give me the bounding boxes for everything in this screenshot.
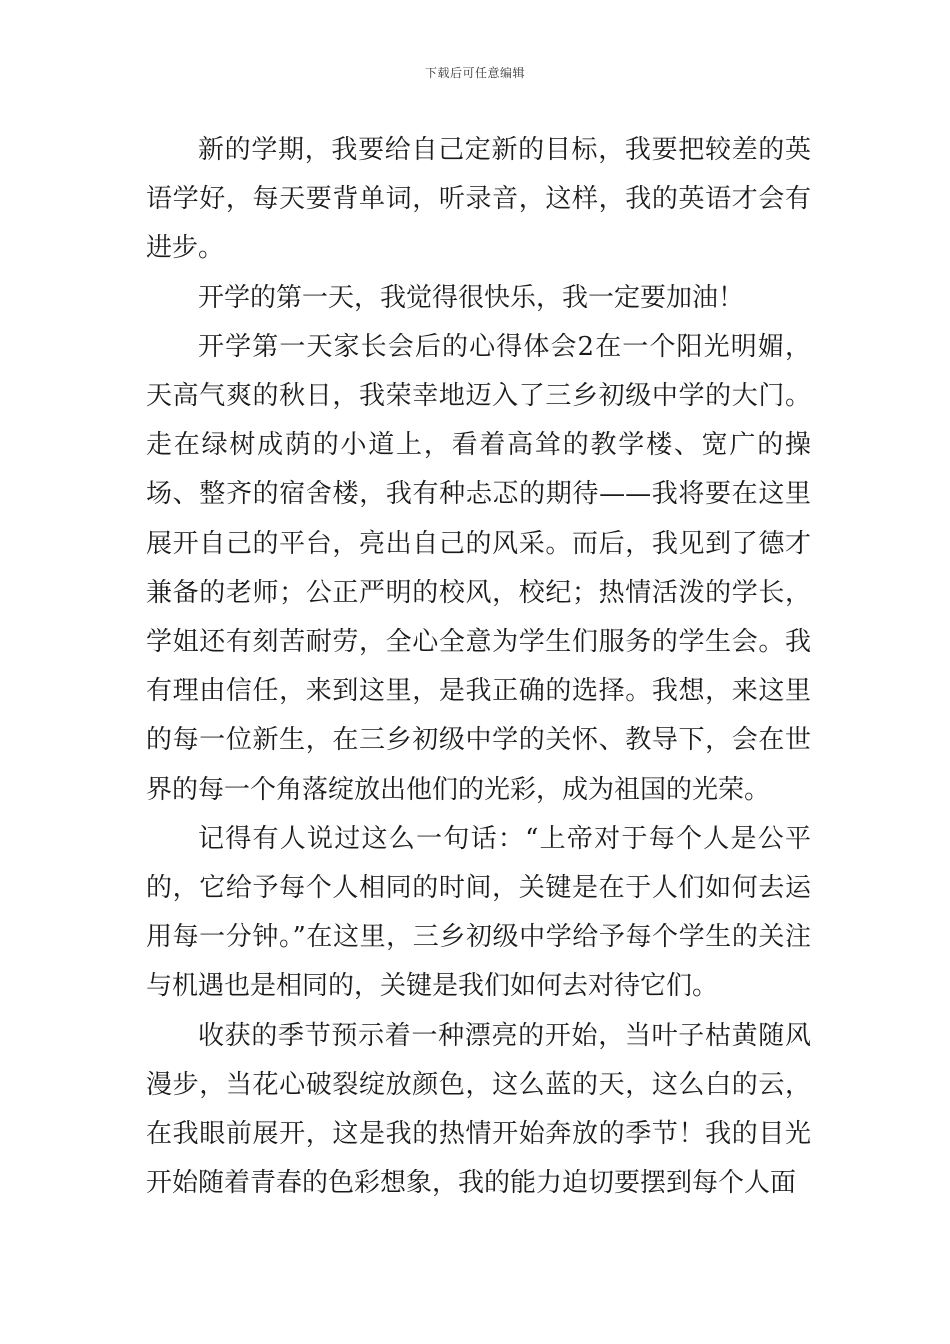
paragraph-4: 记得有人说过这么一句话：“上帝对于每个人是公平的，它给予每个人相同的时间，关键是在于人们如何去运用每一分钟。”在这里，三乡初级中学给予每个学生的关注与机遇也是相同的，关键是我们如何去对待它们。 <box>146 823 811 1002</box>
header-note: 下载后可任意编辑 <box>424 66 525 80</box>
document-body <box>146 126 811 1208</box>
paragraph-2: 开学的第一天，我觉得很快乐，我一定要加油！ <box>198 282 745 313</box>
paragraph-5: 收获的季节预示着一种漂亮的开始，当叶子枯黄随风漫步，当花心破裂绽放颜色，这么蓝的天，这么白的云，在我眼前展开，这是我的热情开始奔放的季节！我的目光开始随着青春的色彩想象，我的能力迫切要摆到每个人面 <box>146 1020 811 1199</box>
paragraph-3: 开学第一天家长会后的心得体会2在一个阳光明媚，天高气爽的秋日，我荣幸地迈入了三乡初级中学的大门。走在绿树成荫的小道上，看着高耸的教学楼、宽广的操场、整齐的宿舍楼，我有种忐忑的期待——我将要在这里展开自己的平台，亮出自己的风采。而后，我见到了德才兼备的老师；公正严明的校风，校纪；热情活泼的学长，学姐还有刻苦耐劳，全心全意为学生们服务的学生会。我有理由信任，来到这里，是我正确的选择。我想，来这里的每一位新生，在三乡初级中学的关怀、教导下，会在世界的每一个角落绽放出他们的光彩，成为祖国的光荣。 <box>146 331 811 805</box>
paragraph-1: 新的学期，我要给自己定新的目标，我要把较差的英语学好，每天要背单词，听录音，这样，我的英语才会有进步。 <box>146 135 811 264</box>
